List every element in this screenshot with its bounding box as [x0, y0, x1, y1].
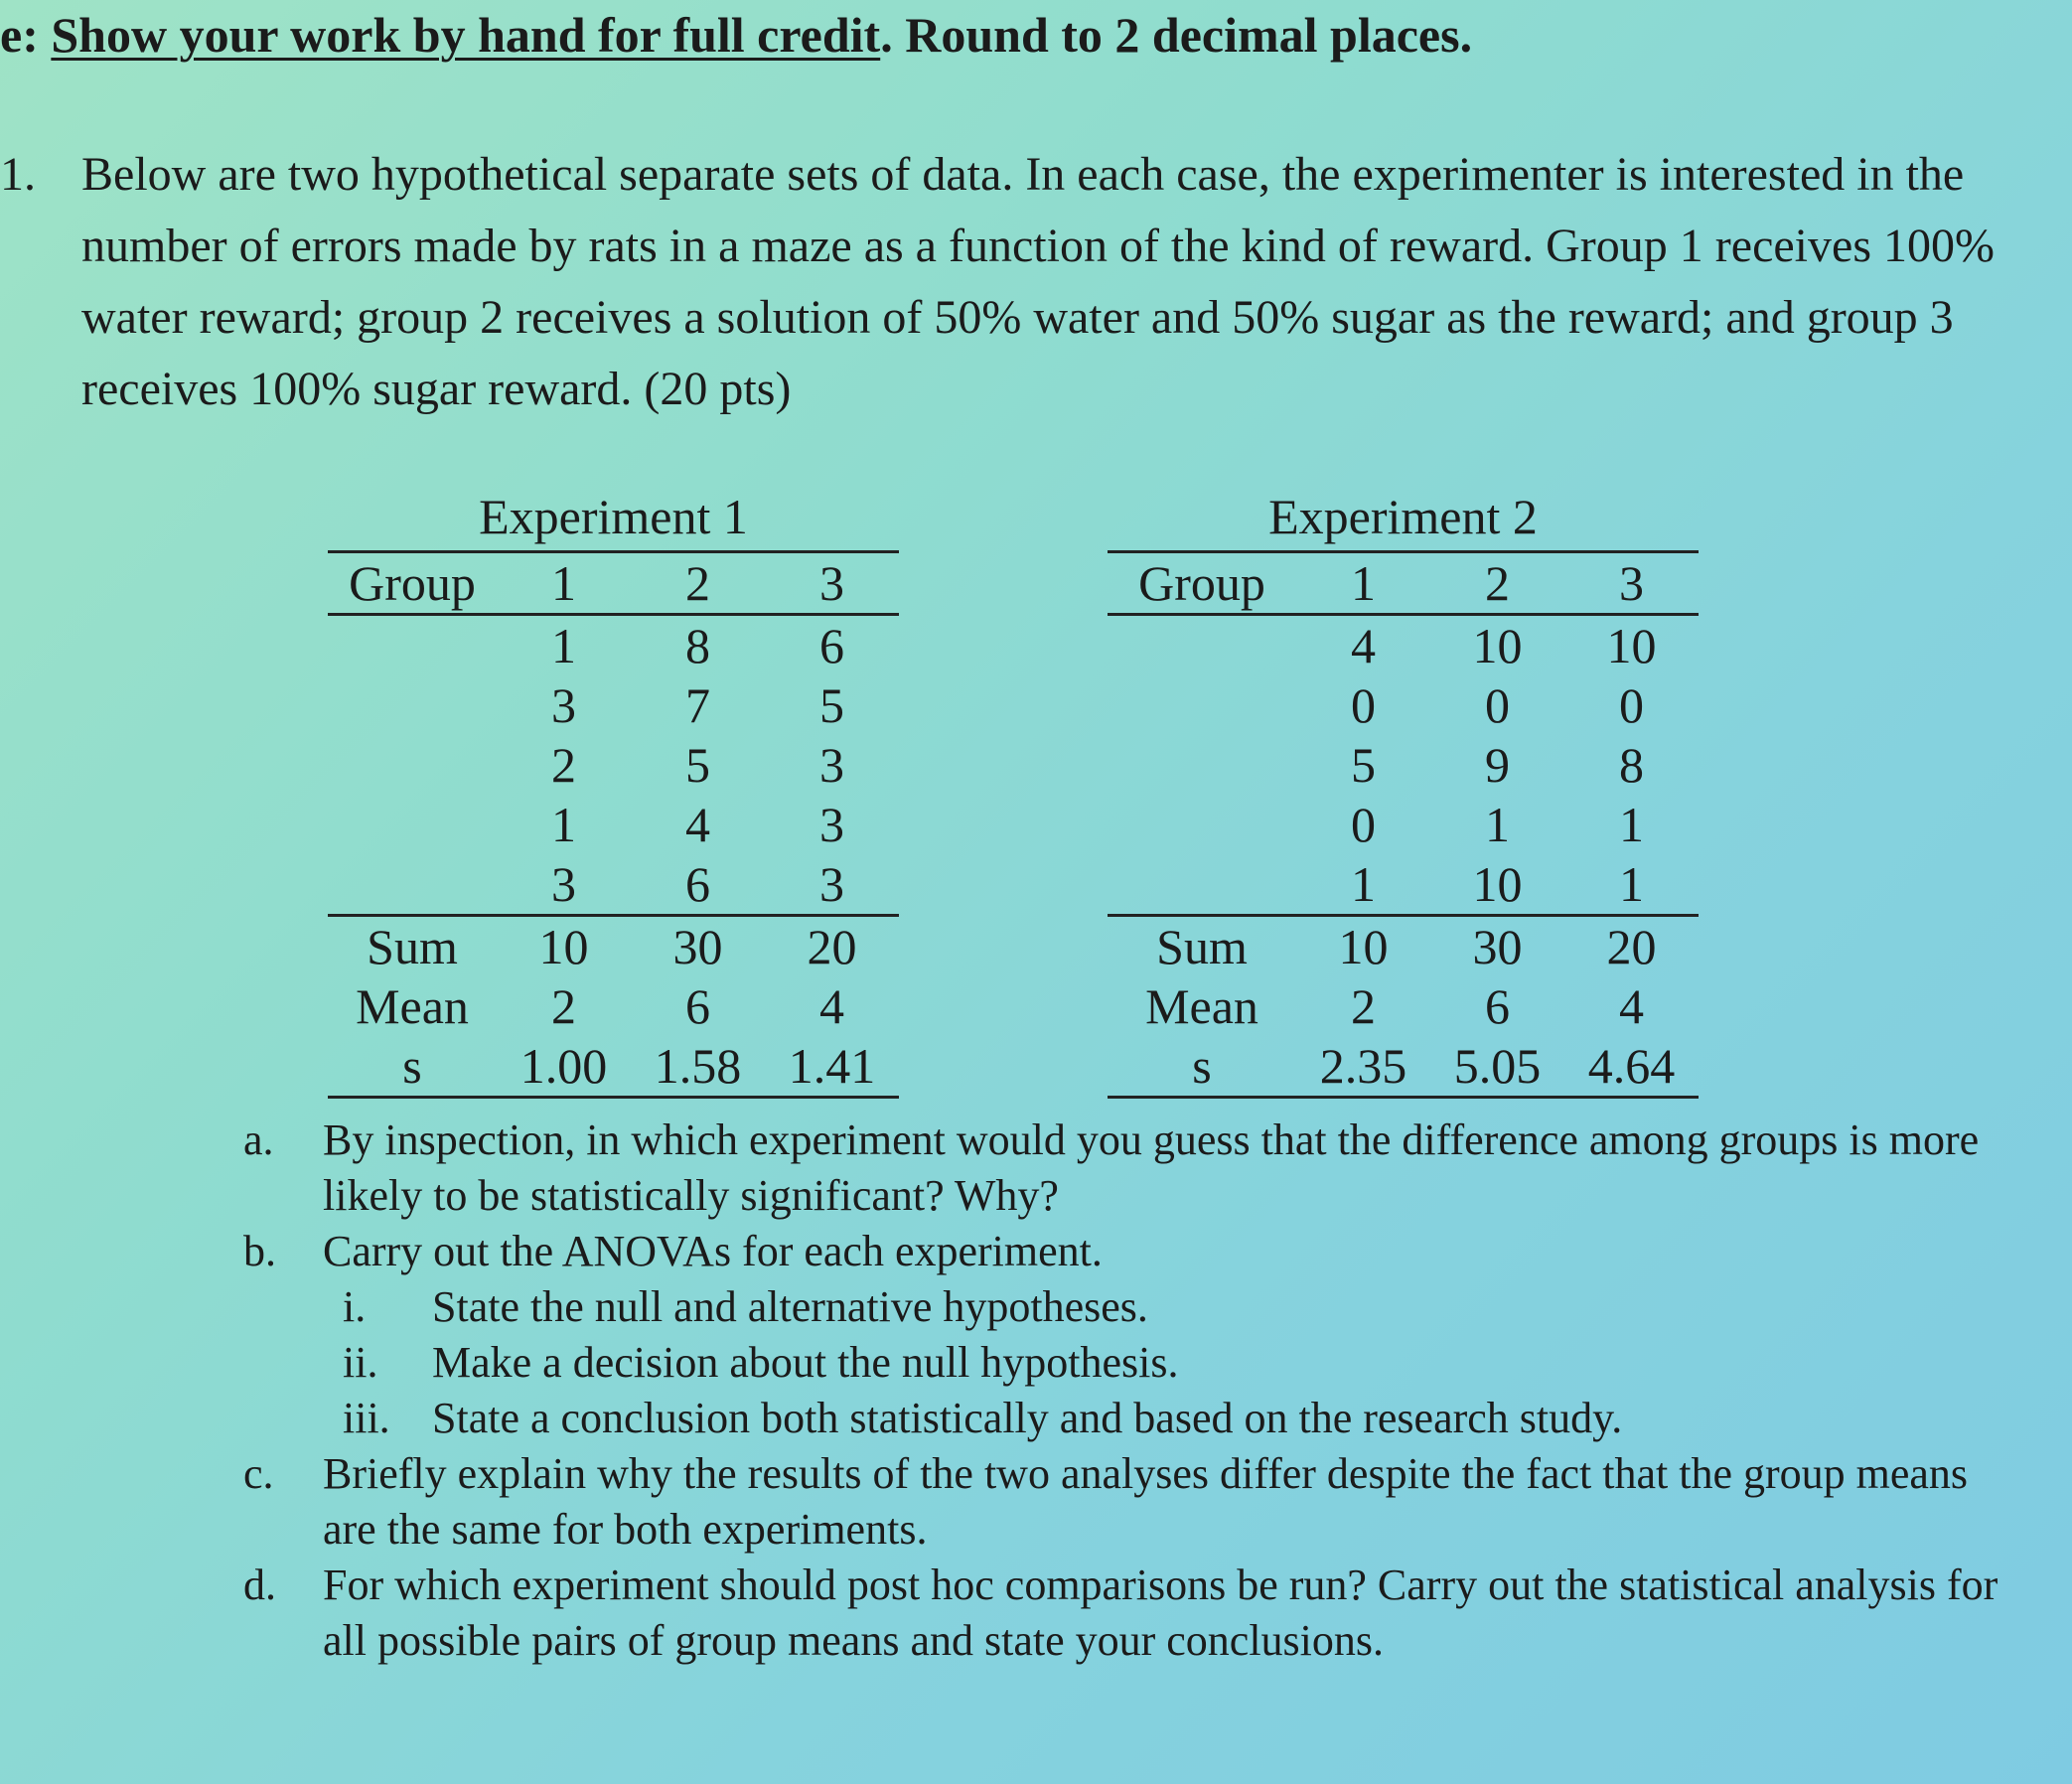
table-cell: 0 [1485, 677, 1510, 733]
table-cell: 0 [1351, 797, 1376, 852]
part-b-ii-text: Make a decision about the null hypothesis. [432, 1338, 1179, 1387]
part-b-iii [343, 1391, 2031, 1446]
group-header: 3 [1564, 552, 1699, 615]
sd-cell: 1.41 [765, 1036, 899, 1098]
table-row [328, 854, 899, 916]
experiment-2-table [1108, 487, 1699, 1099]
table-cell: 9 [1485, 737, 1510, 793]
part-d [243, 1558, 2031, 1669]
group-header: 3 [765, 552, 899, 615]
part-c-letter: c. [243, 1449, 274, 1498]
part-b-iii-numeral: iii. [343, 1394, 390, 1442]
part-c-text: Briefly explain why the results of the two analyses differ despite the fact that the group means are the same for both experiments. [323, 1449, 1969, 1554]
group-header: 1 [1296, 552, 1430, 615]
question-number: 1. [0, 148, 36, 201]
group-header: 2 [1430, 552, 1564, 615]
table-cell: 8 [685, 618, 710, 673]
mean-cell: 4 [1619, 978, 1644, 1034]
mean-label: Mean [356, 978, 469, 1034]
part-b-ii-numeral: ii. [343, 1338, 378, 1387]
table-cell: 4 [685, 797, 710, 852]
table-cell: 3 [819, 856, 844, 912]
part-a-letter: a. [243, 1115, 274, 1164]
table-cell: 3 [551, 677, 576, 733]
mean-row [1108, 976, 1699, 1036]
part-b-letter: b. [243, 1227, 276, 1275]
sum-cell: 30 [631, 916, 765, 977]
table-cell: 1 [1619, 797, 1644, 852]
group-label: Group [328, 552, 497, 615]
sd-label: s [1108, 1036, 1296, 1098]
table-cell: 3 [819, 737, 844, 793]
sum-cell: 30 [1430, 916, 1564, 977]
sum-label: Sum [1108, 916, 1296, 977]
sum-cell: 10 [497, 916, 631, 977]
part-d-text: For which experiment should post hoc comparisons be run? Carry out the statistical analysis for all possible pairs of group means and state your conclusions. [323, 1561, 1998, 1665]
table-cell: 1 [551, 797, 576, 852]
table-row [1108, 795, 1699, 854]
table-cell: 6 [685, 856, 710, 912]
table-row [328, 735, 899, 795]
sum-label: Sum [328, 916, 497, 977]
table-cell: 4 [1351, 618, 1376, 673]
sd-cell: 4.64 [1564, 1036, 1699, 1098]
group-header: 2 [631, 552, 765, 615]
sum-cell: 10 [1296, 916, 1430, 977]
mean-label: Mean [1145, 978, 1258, 1034]
part-d-letter: d. [243, 1561, 276, 1609]
part-b-i [343, 1279, 2031, 1335]
experiment-2-title: Experiment 2 [1108, 487, 1699, 552]
table-row [328, 615, 899, 676]
table-cell: 1 [551, 618, 576, 673]
table-cell: 1 [1351, 856, 1376, 912]
table-row [1108, 735, 1699, 795]
part-b-text: Carry out the ANOVAs for each experiment. [323, 1227, 1103, 1275]
sum-row [328, 916, 899, 977]
sub-questions [243, 1113, 2031, 1669]
table-cell: 0 [1619, 677, 1644, 733]
table-cell: 3 [551, 856, 576, 912]
table-row [328, 795, 899, 854]
experiment-1-title: Experiment 1 [328, 487, 899, 552]
sum-cell: 20 [765, 916, 899, 977]
table-cell: 6 [819, 618, 844, 673]
instructions-underlined: Show your work by hand for full credit [51, 7, 881, 63]
sd-label: s [328, 1036, 497, 1098]
part-b-i-numeral: i. [343, 1282, 367, 1331]
part-b-i-text: State the null and alternative hypotheses. [432, 1282, 1148, 1331]
part-a-text: By inspection, in which experiment would you guess that the difference among groups is more likely to be statistically significant? Why? [323, 1115, 1980, 1220]
table-row [328, 675, 899, 735]
table-cell: 0 [1351, 677, 1376, 733]
sd-row [328, 1036, 899, 1098]
mean-cell: 4 [819, 978, 844, 1034]
table-row [1108, 615, 1699, 676]
sum-row [1108, 916, 1699, 977]
experiment-1-table [328, 487, 899, 1099]
table-row [1108, 675, 1699, 735]
sd-cell: 5.05 [1430, 1036, 1564, 1098]
instructions-prefix: e: [0, 7, 52, 63]
table-cell: 10 [1472, 856, 1523, 912]
sd-row [1108, 1036, 1699, 1098]
table-cell: 10 [1472, 618, 1523, 673]
table-row [1108, 854, 1699, 916]
table-cell: 2 [551, 737, 576, 793]
instructions-rest: . Round to 2 decimal places. [880, 7, 1473, 63]
table-cell: 1 [1485, 797, 1510, 852]
question-text: Below are two hypothetical separate sets of data. In each case, the experimenter is interested in the number of errors made by rats in a maze as a function of the kind of reward. Group 1 receives 100% water reward; group 2 receives a solution of 50% water and 50% sugar as the reward; and group 3 receives 100% sugar reward. (20 pts) [81, 148, 1995, 415]
table-cell: 7 [685, 677, 710, 733]
part-b-ii [343, 1335, 2031, 1391]
mean-cell: 6 [685, 978, 710, 1034]
sd-cell: 2.35 [1296, 1036, 1430, 1098]
table-cell: 10 [1606, 618, 1657, 673]
sum-cell: 20 [1564, 916, 1699, 977]
table-cell: 5 [819, 677, 844, 733]
table-cell: 5 [1351, 737, 1376, 793]
group-header: 1 [497, 552, 631, 615]
table-cell: 5 [685, 737, 710, 793]
part-c [243, 1446, 2031, 1558]
table-cell: 1 [1619, 856, 1644, 912]
part-a [243, 1113, 2031, 1224]
mean-row [328, 976, 899, 1036]
mean-cell: 6 [1485, 978, 1510, 1034]
sd-cell: 1.58 [631, 1036, 765, 1098]
sd-cell: 1.00 [497, 1036, 631, 1098]
part-b-iii-text: State a conclusion both statistically and based on the research study. [432, 1394, 1623, 1442]
part-b [243, 1224, 2031, 1279]
table-cell: 3 [819, 797, 844, 852]
mean-cell: 2 [551, 978, 576, 1034]
mean-cell: 2 [1351, 978, 1376, 1034]
group-label: Group [1108, 552, 1296, 615]
instructions-line [0, 6, 1472, 64]
table-cell: 8 [1619, 737, 1644, 793]
